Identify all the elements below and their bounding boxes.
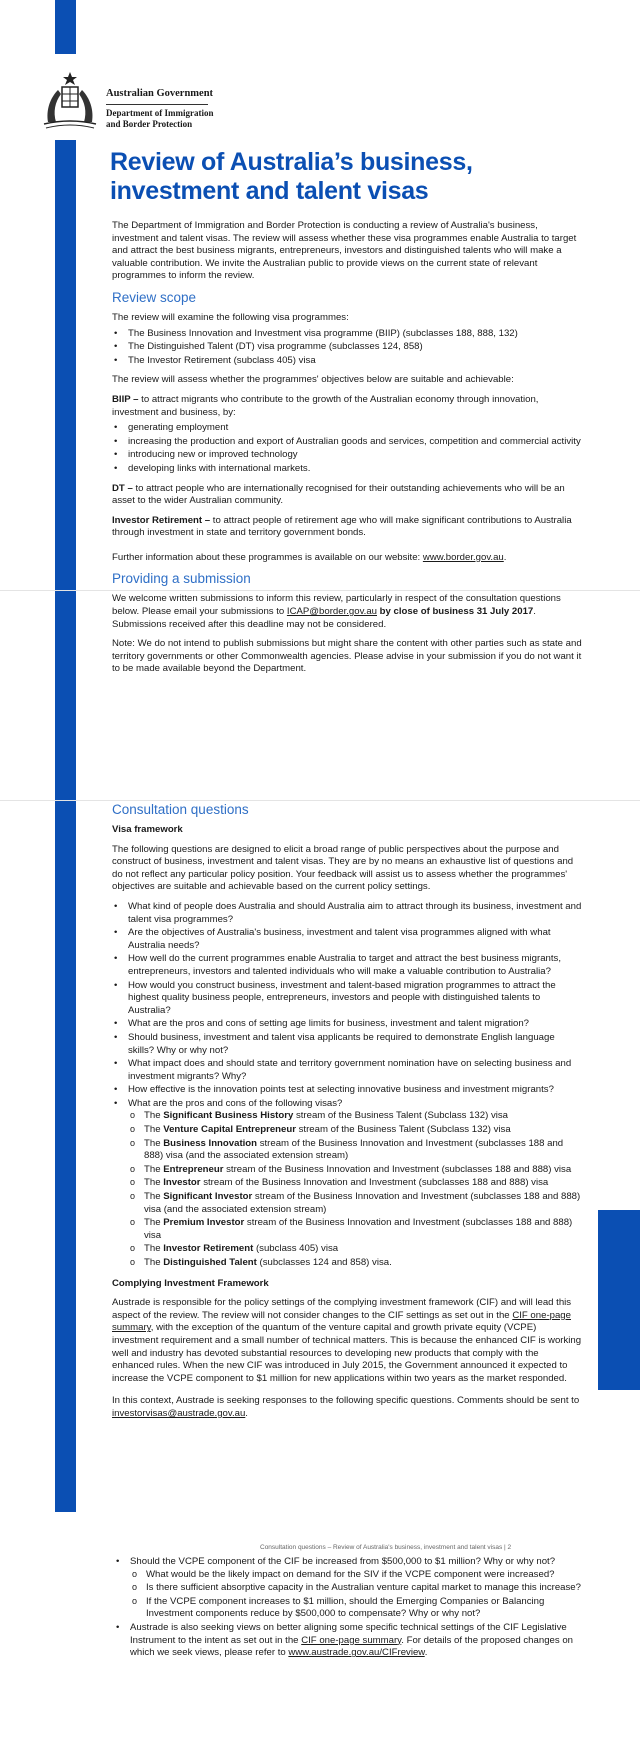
sub-question: o If the VCPE component increases to $1 million, should the Emerging Companies or Balancing Investment components reduce by $500,000 to compensate? Why or why not? — [130, 1596, 588, 1621]
list-item: • generating employment — [112, 422, 582, 435]
visa-pre: The — [144, 1110, 164, 1122]
visa-pre: The — [144, 1137, 164, 1149]
questions-list — [112, 901, 582, 1270]
ir-text: to attract people of retirement age who will make significant contributions to Australia through investment in state and territory government bonds. — [112, 514, 572, 539]
submission-text-a: We welcome written submissions to inform this review, particularly in respect of the consultation questions below. Please email your submissions to — [112, 593, 561, 618]
page-break-line — [0, 800, 640, 801]
list-item: • The Investor Retirement (subclass 405) visa — [112, 355, 582, 368]
further-text: Further information about these programmes is available on our website: — [112, 551, 423, 563]
visa-pre: The — [144, 1217, 164, 1229]
note-paragraph: Note: We do not intend to publish submissions but might share the content with other parties such as state and territory governments or other Commonwealth agencies. Please advise in your submission if you do not want it to be made available beyond the Department. — [112, 638, 582, 675]
scope-lead: The review will examine the following visa programmes: — [112, 311, 349, 323]
visa-item — [128, 1191, 582, 1216]
visa-pre: The — [144, 1191, 164, 1203]
submission-text-end: . Submissions received after this deadline may not be considered. — [112, 606, 536, 630]
page-2-content — [114, 1556, 588, 1661]
visa-name: Significant Investor — [163, 1191, 253, 1203]
visa-post: stream of the Business Innovation and Investment (subclasses 188 and 888) visa — [200, 1177, 549, 1189]
top-blue-bar — [55, 0, 76, 54]
cif-text-2-end: . — [245, 1407, 248, 1419]
question-text: Should the VCPE component of the CIF be increased from $500,000 to $1 million? Why or why not? — [130, 1556, 556, 1567]
question-item: • Are the objectives of Australia's business, investment and talent visa programmes aligned with what Australia needs? — [112, 927, 582, 952]
deadline-text: by close of business 31 July 2017 — [377, 606, 534, 618]
border-website-link[interactable]: www.border.gov.au — [422, 551, 504, 563]
cif-review-link[interactable]: www.austrade.gov.au/CIFreview — [288, 1647, 425, 1659]
visa-post: stream of the Business Innovation and Investment (subclasses 188 and 888) visa — [144, 1217, 573, 1241]
visa-pre: The — [144, 1243, 164, 1255]
submission-paragraph — [112, 593, 582, 631]
austrade-email-link[interactable]: investorvisas@austrade.gov.au — [112, 1407, 246, 1419]
visa-item — [128, 1124, 582, 1137]
visa-item — [128, 1177, 582, 1190]
review-scope-heading: Review scope — [112, 289, 197, 305]
visa-name: Investor — [163, 1177, 201, 1189]
question-item: • How well do the current programmes enable Australia to target and attract the best business migrants, entrepreneurs, investors and talented individuals who will make a valuable contribution to Australia? — [112, 953, 582, 978]
visa-post: stream of the Business Innovation and Investment (subclasses 188 and 888) visa (and the associated extension stream) — [144, 1191, 581, 1215]
q2-text-a: Austrade is also seeking views on better aligning some specific technical settings of the CIF Legislative Instrument to the intent as set out in the — [130, 1621, 567, 1646]
q2-text-b: . For details of the proposed changes on which we seek views, please refer to — [130, 1634, 573, 1659]
further-end: . — [503, 551, 507, 563]
question-item: • How effective is the innovation points test at selecting innovative business and investment migrants? — [112, 1084, 582, 1097]
programme-list — [112, 328, 582, 368]
visa-pre: The — [144, 1257, 164, 1268]
ir-label: Investor Retirement – — [112, 514, 211, 526]
assess-text: The review will assess whether the programmes' objectives below are suitable and achievable: — [112, 374, 514, 386]
consultation-heading: Consultation questions — [112, 802, 249, 817]
visa-item — [128, 1217, 582, 1242]
question-item: • What kind of people does Australia and should Australia aim to attract through its business, investment and talent visa programmes? — [112, 901, 582, 926]
visa-framework-heading: Visa framework — [112, 824, 183, 835]
question-item: • What impact does and should state and territory government nomination have on selecting business and investment migrants? Why? — [112, 1058, 582, 1083]
coat-of-arms-logo — [40, 70, 100, 130]
visa-name: Investor Retirement — [163, 1243, 254, 1255]
cif-text-b: , with the exception of the quantum of the venture capital and growth private equity (VCPE) investment requirement and a small number of technical matters. This is because the enhanced CIF is working well and industry has devoted substantial resources to developing new products that comply with the enhanced rules. When the new CIF was introduced in July 2015, the Government announced it expected to increase the VCPE component to $1 million for new applications within two years as the market responded. — [112, 1322, 582, 1384]
cif-text-a: Austrade is responsible for the policy settings of the complying investment framework (CIF) and will lead this aspect of the review. The review will not consider changes to the CIF settings as set out in the — [112, 1297, 572, 1321]
visa-post: (subclass 405) visa — [253, 1243, 339, 1255]
list-item: • increasing the production and export of Australian goods and services, competition and commercial activity — [112, 436, 582, 449]
sub-question: o Is there sufficient absorptive capacity in the Australian venture capital market to manage this increase? — [130, 1582, 588, 1595]
side-blue-bar — [55, 140, 76, 1512]
gov-name: Australian Government — [106, 88, 214, 99]
cif-text-2a: In this context, Austrade is seeking responses to the following specific questions. Comments should be sent to — [112, 1395, 580, 1407]
page-footer: Consultation questions – Review of Australia's business, investment and talent visas | 2 — [260, 1544, 512, 1551]
visa-name: Premium Investor — [163, 1217, 245, 1229]
cif-paragraph-1 — [112, 1297, 582, 1385]
visa-name: Distinguished Talent — [163, 1257, 257, 1268]
dept-line-1: Department of Immigration — [106, 108, 214, 118]
biip-label: BIIP – — [112, 393, 139, 405]
dt-paragraph — [112, 483, 582, 508]
visa-pre: The — [144, 1177, 164, 1189]
list-item: • The Business Innovation and Investment visa programme (BIIP) (subclasses 188, 888, 132) — [112, 328, 582, 341]
cif-sublist — [130, 1569, 588, 1621]
biip-paragraph — [112, 394, 582, 419]
question-text: What are the pros and cons of the following visas? — [128, 1097, 343, 1109]
page-1-content — [112, 220, 582, 683]
list-item: • The Distinguished Talent (DT) visa programme (subclasses 124, 858) — [112, 341, 582, 354]
page-title: Review of Australia’s business, investment and talent visas — [110, 148, 473, 205]
icap-email-link[interactable]: ICAP@border.gov.au — [286, 606, 377, 618]
list-item: • developing links with international markets. — [112, 463, 582, 476]
visa-pre: The — [144, 1163, 164, 1175]
question-item: • How would you construct business, investment and talent-based migration programmes to attract the highest quality business people, entrepreneurs, investors and people with distinguished talents to Australia? — [112, 980, 582, 1018]
list-item: • introducing new or improved technology — [112, 449, 582, 462]
visa-framework-intro: The following questions are designed to elicit a broad range of public perspectives about the purpose and construct of business, investment and talent visas. They are by no means an exhaustive list of questions and do not reflect any particular policy position. Your feedback will assist us to assess whether the programmes' objectives are suitable and achievable based on the current policy settings. — [112, 843, 574, 893]
header-rule — [106, 104, 208, 105]
cif-summary-link[interactable]: CIF one-page summary — [112, 1309, 571, 1334]
q2-end: . — [424, 1647, 428, 1659]
right-blue-bar — [598, 1210, 640, 1390]
cif-questions-list — [114, 1556, 588, 1660]
cif-paragraph-2 — [112, 1395, 582, 1420]
consultation-content — [112, 802, 582, 1428]
visa-item — [128, 1138, 582, 1163]
visa-post: stream of the Business Innovation and Investment (subclasses 188 and 888) visa — [223, 1163, 572, 1175]
department-header — [106, 88, 213, 129]
intro-paragraph: The Department of Immigration and Border Protection is conducting a review of Australia's business, investment and talent visas. The review will assess whether these visa programmes enable Australia to target and attract the best business migrants, entrepreneurs, investors and distinguished talents who will make a valuable contribution. We invite the Australian public to provide views on the current state of relevant programmes to inform the review. — [112, 220, 577, 282]
visa-post: stream of the Business Talent (Subclass 132) visa — [295, 1124, 511, 1136]
further-info — [112, 552, 582, 565]
dt-label: DT – — [112, 482, 133, 494]
question-item — [114, 1622, 588, 1660]
visa-item — [128, 1243, 582, 1256]
dt-text: to attract people who are internationally recognised for their outstanding achievements who will be an asset to the wider Australian community. — [112, 482, 565, 507]
sub-question: o What would be the likely impact on demand for the SIV if the VCPE component were increased? — [130, 1569, 588, 1582]
visa-name: Significant Business History — [163, 1110, 294, 1122]
visa-name: Venture Capital Entrepreneur — [163, 1124, 296, 1136]
visa-post: stream of the Business Talent (Subclass 132) visa — [293, 1110, 509, 1122]
question-item — [112, 1098, 582, 1270]
question-item: • Should business, investment and talent visa applicants be required to demonstrate English language skills? Why or why not? — [112, 1032, 582, 1057]
visa-item — [128, 1164, 582, 1177]
visa-item — [128, 1257, 582, 1270]
cif-summary-link-2[interactable]: CIF one-page summary — [301, 1634, 402, 1646]
visa-post: (subclasses 124 and 858) visa. — [256, 1257, 392, 1268]
dept-line-2: and Border Protection — [106, 118, 193, 129]
submission-heading: Providing a submission — [112, 571, 251, 587]
visa-name: Business Innovation — [163, 1137, 258, 1149]
biip-text: to attract migrants who contribute to the growth of the Australian economy through innovation, investment and business, by: — [112, 393, 539, 418]
question-item — [114, 1556, 588, 1621]
cif-heading: Complying Investment Framework — [112, 1277, 269, 1289]
visa-item — [128, 1110, 582, 1123]
visa-name: Entrepreneur — [163, 1163, 224, 1175]
question-item: • What are the pros and cons of setting age limits for business, investment and talent migration? — [112, 1018, 582, 1031]
ir-paragraph — [112, 515, 582, 540]
visa-post: stream of the Business Innovation and Investment (subclasses 188 and 888) visa (and the associated extension stream) — [144, 1137, 564, 1162]
visa-sublist — [128, 1110, 582, 1269]
visa-pre: The — [144, 1124, 164, 1136]
biip-list — [112, 422, 582, 475]
